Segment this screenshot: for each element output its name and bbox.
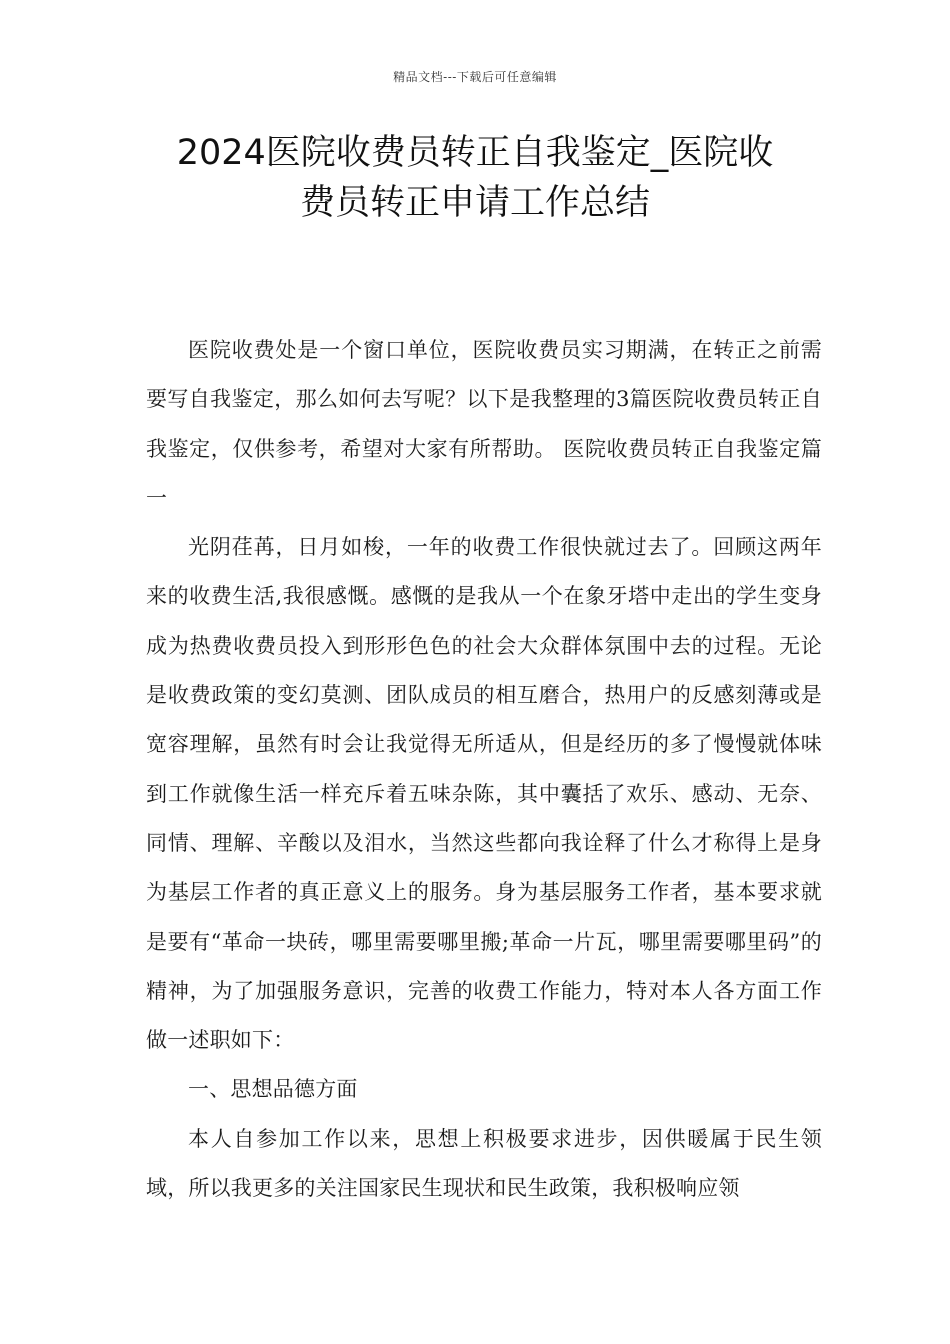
- title-line-2: 费员转正申请工作总结: [299, 183, 650, 223]
- section-heading: 一、思想品德方面: [188, 1077, 358, 1102]
- title-line-1: 2024医院收费员转正自我鉴定_医院收: [176, 133, 774, 173]
- document-title: [100, 128, 850, 228]
- paragraph-intro: 医院收费处是一个窗口单位，医院收费员实习期满，在转正之前需要写自我鉴定，那么如何去写呢？以下是我整理的3篇医院收费员转正自我鉴定，仅供参考，希望对大家有所帮助。 医院收费员转正自我鉴定篇一: [146, 338, 822, 510]
- paragraph-section-1: 本人自参加工作以来，思想上积极要求进步，因供暖属于民生领域，所以我更多的关注国家民生现状和民生政策，我积极响应领: [146, 1126, 822, 1201]
- header-note: 精品文档---下载后可任意编辑: [393, 70, 557, 84]
- document-body: [146, 326, 822, 1213]
- paragraph-main: 光阴荏苒，日月如梭，一年的收费工作很快就过去了。回顾这两年来的收费生活,我很感慨。感慨的是我从一个在象牙塔中走出的学生变身成为热费收费员投入到形形色色的社会大众群体氛围中去的过程。无论是收费政策的变幻莫测、团队成员的相互磨合，热用户的反感刻薄或是宽容理解，虽然有时会让我觉得无所适从，但是经历的多了慢慢就体味到工作就像生活一样充斥着五味杂陈，其中囊括了欢乐、感动、无奈、同情、理解、辛酸以及泪水，当然这些都向我诠释了什么才称得上是身为基层工作者的真正意义上的服务。身为基层服务工作者，基本要求就是要有“革命一块砖，哪里需要哪里搬;革命一片瓦，哪里需要哪里码”的精神，为了加强服务意识，完善的收费工作能力，特对本人各方面工作做一述职如下：: [146, 535, 822, 1053]
